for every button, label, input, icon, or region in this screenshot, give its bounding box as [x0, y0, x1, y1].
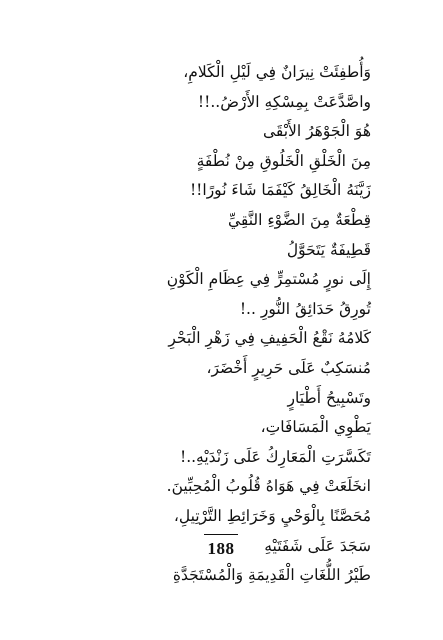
poem-text	[51, 58, 371, 591]
poem-line: يَطْوِي الْمَسَافَاتِ،	[260, 418, 371, 437]
poem-line: مِنَ الْخَلْقِ الْخَلُوقِ مِنْ نُطْفَةٍ	[196, 151, 371, 170]
poem-line: تَكَسَّرَتِ الْمَعَارِكُ عَلَى زَنْدَيْهِ..!	[179, 447, 371, 466]
poem-line: قِطْعَةٌ مِنَ الضَّوْءِ النَّقِيِّ	[227, 210, 371, 229]
poem-line: واصَّدَّعَتْ بِمِسْكِهِ الأَرْضُ..!!	[197, 92, 371, 111]
footer-divider	[204, 534, 238, 535]
poem-line: زَيَّنَهُ الْخَالِقُ كَيْفَمَا شَاءَ نُورًا!!	[189, 181, 371, 200]
poem-line: مُحَصَّنًا بِالْوَحْيِ وَخَرَائِطِ التَّرْتِيلِ،	[173, 506, 371, 525]
poem-line: سَجَدَ عَلَى شَفَتَيْهِ	[264, 536, 371, 555]
page-number: 188	[207, 539, 235, 558]
poem-line: مُنسَكِبٌ عَلَى حَرِيرٍ أَخْضَرَ،	[206, 358, 371, 377]
poem-line: تُورِقُ حَدَائِقُ النُّورِ ..!	[239, 299, 371, 318]
poem-line: انخَلَعَتْ فِي هَوَاهُ قُلُوبُ الْمُحِبِّينَ.	[166, 477, 371, 496]
poem-line: وتَسْبِيحُ أَطْيَارٍ	[287, 388, 371, 407]
poem-line: هُوَ الْجَوْهَرُ الأَبْقَى	[262, 122, 371, 141]
poem-line: قَطِيفَةٌ يَتَحَوَّلُ	[286, 240, 371, 259]
poem-line: وَأُطفِئَتْ نِيرَانٌ فِي لَيْلِ الْكَلامِ،	[183, 63, 371, 81]
poem-line: طَيْرُ اللُّغَاتِ الْقَدِيمَةِ وَالْمُسْتَجَدَّةِ	[172, 566, 371, 585]
poem-line: كَلامُهُ نَقْعُ الْحَفِيفِ فِي زَهْرِ الْبَحْرِ	[168, 329, 371, 348]
poem-line: إِلَى نورٍ مُسْتمِرٍّ فِي عِظَامِ الْكَوْنِ	[166, 270, 371, 289]
